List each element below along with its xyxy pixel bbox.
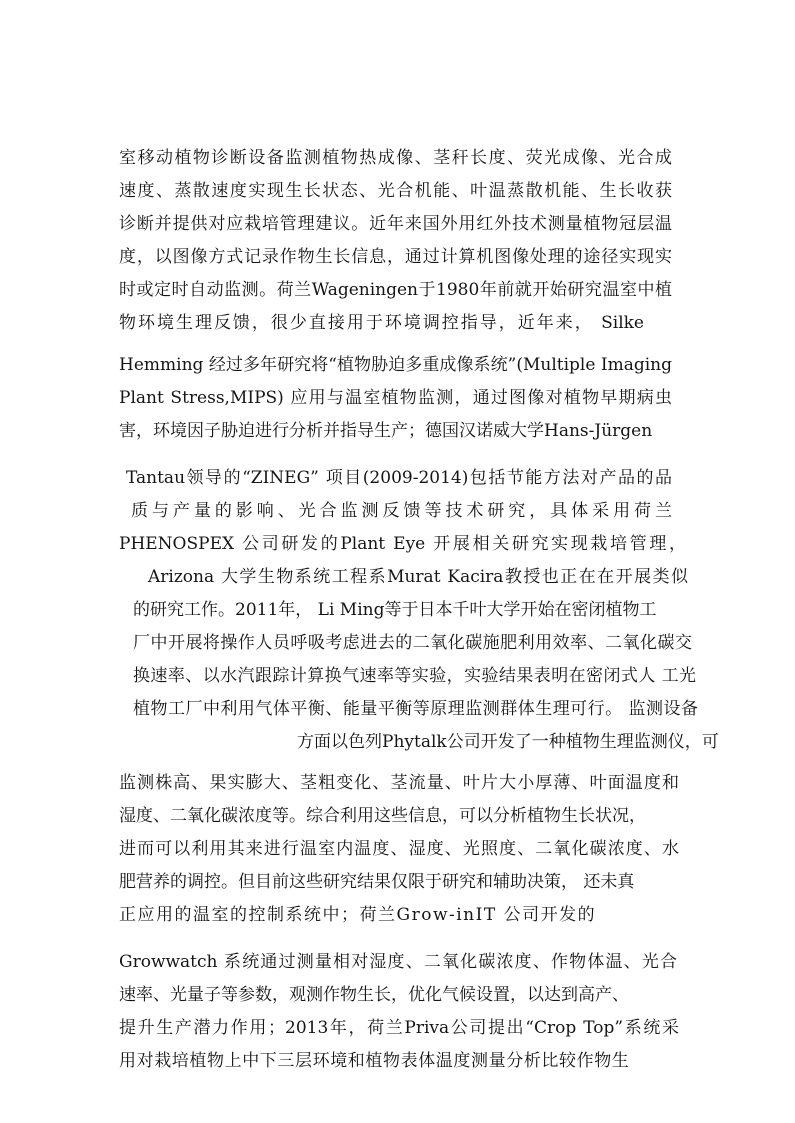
text-line: Plant Stress,MIPS) 应用与温室植物监测，通过图像对植物早期病虫 [119, 388, 672, 408]
text-line: 时或定时自动监测。荷兰Wageningen于1980年前就开始研究温室中植 [119, 280, 672, 300]
text-line: PHENOSPEX 公司研发的Plant Eye 开展相关研究实现栽培管理， [119, 534, 686, 554]
text-line: 速度、蒸散速度实现生长状态、光合机能、叶温蒸散机能、生长收获 [119, 181, 672, 201]
text-line: 害，环境因子胁迫进行分析并指导生产；德国汉诺威大学Hans-Jürgen [119, 421, 653, 441]
text-line: 湿度、二氧化碳浓度等。综合利用这些信息，可以分析植物生长状况， [119, 806, 646, 826]
text-line: 诊断并提供对应栽培管理建议。近年来国外用红外技术测量植物冠层温 [119, 214, 672, 234]
text-line: 提升生产潜力作用；2013年，荷兰Priva公司提出“Crop Top”系统采 [119, 1018, 679, 1038]
text-line: 厂中开展将操作人员呼吸考虑进去的二氧化碳施肥利用效率、二氧化碳交 [133, 633, 692, 653]
text-line: 度，以图像方式记录作物生长信息，通过计算机图像处理的途径实现实 [119, 247, 672, 267]
text-line: 的研究工作。2011年， Li Ming等于日本千叶大学开始在密闭植物工 [133, 600, 657, 620]
text-line: 监测株高、果实膨大、茎粗变化、茎流量、叶片大小厚薄、叶面温度和 [119, 773, 679, 793]
text-line: 物环境生理反馈，很少直接用于环境调控指导，近年来， Silke [119, 313, 644, 333]
text-line: 正应用的温室的控制系统中；荷兰Grow-inIT 公司开发的 [119, 905, 597, 925]
text-line: 质与产量的影响、光合监测反馈等技术研究，具体采用荷兰 [131, 501, 672, 521]
text-line: 肥营养的调控。但目前这些研究结果仅限于研究和辅助决策， 还未真 [119, 872, 635, 892]
text-line: 室移动植物诊断设备监测植物热成像、茎秆长度、荧光成像、光合成 [119, 148, 672, 168]
text-line: 进而可以利用其来进行温室内温度、湿度、光照度、二氧化碳浓度、水 [119, 839, 679, 859]
text-line: 速率、光量子等参数，观测作物生长，优化气候设置，以达到高产、 [119, 985, 629, 1005]
text-line: Growwatch 系统通过测量相对湿度、二氧化碳浓度、作物体温、光合 [119, 952, 677, 972]
text-line: Arizona 大学生物系统工程系Murat Kacira教授也正在在开展类似 [148, 567, 688, 587]
text-line: 换速率、以水汽跟踪计算换气速率等实验，实验结果表明在密闭式人 工光 [133, 666, 696, 686]
text-line: Hemming 经过多年研究将“植物胁迫多重成像系统”(Multiple Imaging [119, 355, 672, 375]
text-line: 用对栽培植物上中下三层环境和植物表体温度测量分析比较作物生 [119, 1051, 630, 1071]
text-line: 方面以色列Phytalk公司开发了一种植物生理监测仪，可 [297, 732, 719, 752]
text-line: 植物工厂中利用气体平衡、能量平衡等原理监测群体生理可行。 监测设备 [133, 699, 698, 719]
text-line: Tantau领导的“ZINEG” 项目(2009-2014)包括节能方法对产品的品 [126, 468, 672, 488]
